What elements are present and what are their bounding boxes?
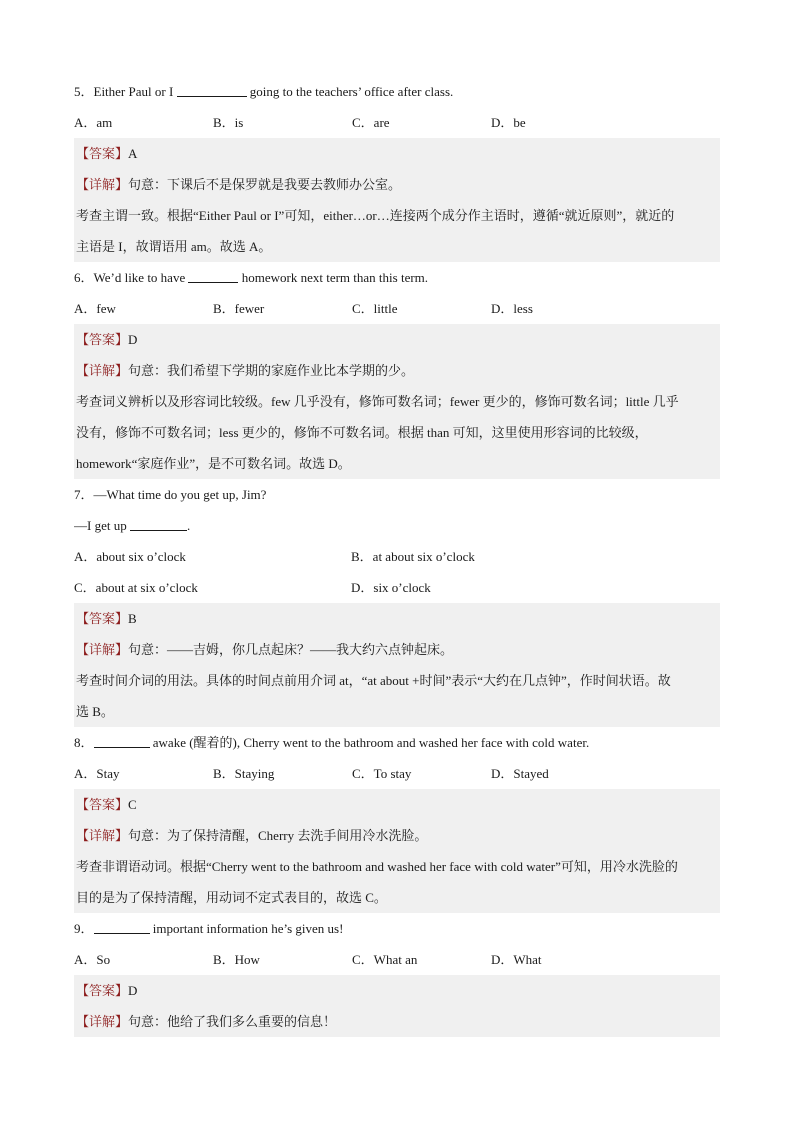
answer-line <box>74 603 720 634</box>
detail-tag: 【详解】 <box>76 1014 129 1029</box>
answer-tag: 【答案】 <box>76 797 129 812</box>
option-c: C．about at six o’clock <box>74 580 198 595</box>
options-row <box>74 293 720 324</box>
option-d: D．What <box>491 952 542 967</box>
question-7 <box>74 479 720 727</box>
option-b: B．at about six o’clock <box>351 549 475 564</box>
options-row <box>74 107 720 138</box>
answer-line <box>74 975 720 1006</box>
answer-blank <box>188 269 238 283</box>
option-c: C．What an <box>352 952 418 967</box>
question-9 <box>74 913 720 1037</box>
option-b: B．How <box>213 952 260 967</box>
answer-tag: 【答案】 <box>76 611 129 626</box>
answer-tag: 【答案】 <box>76 332 129 347</box>
detail-tag: 【详解】 <box>76 177 129 192</box>
detail-line: 【详解】句意：他给了我们多么重要的信息！ <box>74 1006 720 1037</box>
answer-value: D <box>128 332 138 347</box>
option-a: A．Stay <box>74 766 120 781</box>
option-c: C．little <box>352 301 398 316</box>
answer-value: C <box>128 797 137 812</box>
detail-line: 【详解】句意：——吉姆，你几点起床？——我大约六点钟起床。 <box>74 634 720 665</box>
detail-tag: 【详解】 <box>76 828 129 843</box>
detail-tag: 【详解】 <box>76 363 129 378</box>
answer-blank <box>130 517 187 531</box>
option-b: B．fewer <box>213 301 265 316</box>
option-a: A．So <box>74 952 111 967</box>
detail-line: 考查非谓语动词。根据“Cherry went to the bathroom and washed her face with cold water”可知，用冷水洗脸的 <box>74 851 720 882</box>
answer-blank <box>177 83 247 97</box>
answer-tag: 【答案】 <box>76 983 129 998</box>
answer-value: B <box>128 611 137 626</box>
question-6 <box>74 262 720 479</box>
option-a: A．few <box>74 301 116 316</box>
answer-value: A <box>128 146 138 161</box>
option-a: A．am <box>74 115 113 130</box>
question-stem: 9． important information he’s given us! <box>74 921 344 936</box>
option-c: C．are <box>352 115 390 130</box>
option-d: D．Stayed <box>491 766 549 781</box>
answer-value: D <box>128 983 138 998</box>
option-d: D．six o’clock <box>351 580 431 595</box>
detail-line: 考查词义辨析以及形容词比较级。few 几乎没有，修饰可数名词；fewer 更少的，修饰可数名词；little 几乎 <box>74 386 720 417</box>
option-b: B．Staying <box>213 766 275 781</box>
detail-line: 【详解】句意：下课后不是保罗就是我要去教师办公室。 <box>74 169 720 200</box>
answer-tag: 【答案】 <box>76 146 129 161</box>
question-stem: 5．Either Paul or I going to the teachers’ office after class. <box>74 84 454 99</box>
detail-line: 选 B。 <box>74 696 720 727</box>
options-row <box>74 541 720 572</box>
detail-line: homework“家庭作业”，是不可数名词。故选 D。 <box>74 448 720 479</box>
question-8 <box>74 727 720 913</box>
answer-line <box>74 138 720 169</box>
question-stem-response: —I get up . <box>74 518 191 533</box>
answer-blank <box>94 920 150 934</box>
question-5 <box>74 76 720 262</box>
option-b: B．is <box>213 115 244 130</box>
option-d: D．less <box>491 301 533 316</box>
answer-line <box>74 324 720 355</box>
answer-blank <box>94 734 150 748</box>
detail-line: 没有，修饰不可数名词；less 更少的，修饰不可数名词。根据 than 可知，这里使用形容词的比较级， <box>74 417 720 448</box>
options-row <box>74 758 720 789</box>
question-stem: 6．We’d like to have homework next term than this term. <box>74 270 429 285</box>
detail-line: 【详解】句意：我们希望下学期的家庭作业比本学期的少。 <box>74 355 720 386</box>
detail-tag: 【详解】 <box>76 642 129 657</box>
option-a: A．about six o’clock <box>74 549 186 564</box>
detail-line: 考查时间介词的用法。具体的时间点前用介词 at，“at about +时间”表示“大约在几点钟”，作时间状语。故 <box>74 665 720 696</box>
options-row <box>74 944 720 975</box>
option-d: D．be <box>491 115 526 130</box>
detail-line: 考查主谓一致。根据“Either Paul or I”可知，either…or…连接两个成分作主语时，遵循“就近原则”，就近的 <box>74 200 720 231</box>
detail-line: 【详解】句意：为了保持清醒，Cherry 去洗手间用冷水洗脸。 <box>74 820 720 851</box>
option-c: C．To stay <box>352 766 412 781</box>
question-stem: 7．—What time do you get up, Jim? <box>74 487 267 502</box>
document-content <box>74 76 720 1037</box>
detail-line: 目的是为了保持清醒，用动词不定式表目的，故选 C。 <box>74 882 720 913</box>
answer-line <box>74 789 720 820</box>
question-stem: 8． awake (醒着的), Cherry went to the bathroom and washed her face with cold water. <box>74 735 590 750</box>
detail-line: 主语是 I，故谓语用 am。故选 A。 <box>74 231 720 262</box>
options-row <box>74 572 720 603</box>
